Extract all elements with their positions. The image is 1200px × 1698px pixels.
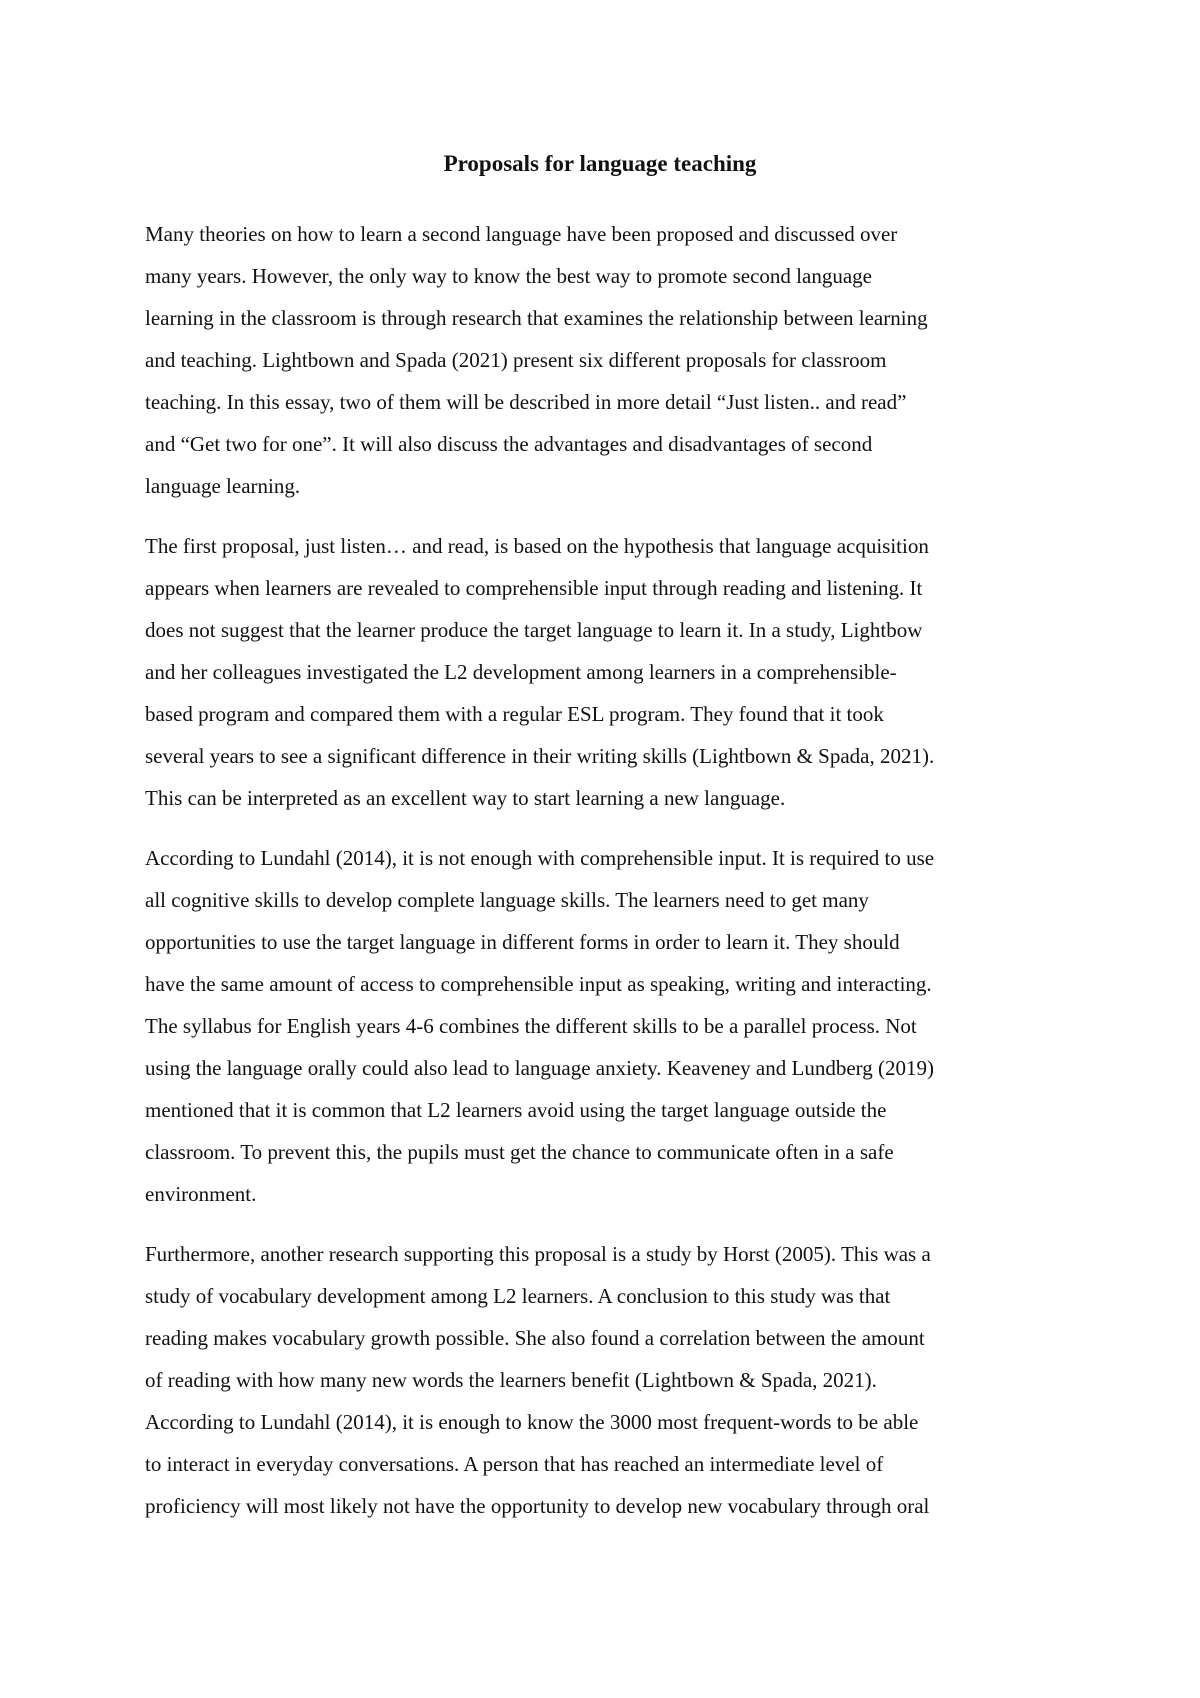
document-body <box>145 213 1065 1545</box>
text-line: and her colleagues investigated the L2 development among learners in a comprehensible- <box>145 660 897 684</box>
text-line: According to Lundahl (2014), it is enough to know the 3000 most frequent-words to be able <box>145 1410 919 1434</box>
paragraph <box>145 837 1065 1215</box>
text-line: of reading with how many new words the learners benefit (Lightbown & Spada, 2021). <box>145 1368 877 1392</box>
text-line: study of vocabulary development among L2 learners. A conclusion to this study was that <box>145 1284 891 1308</box>
text-line: The syllabus for English years 4-6 combines the different skills to be a parallel process. Not <box>145 1014 917 1038</box>
text-line: based program and compared them with a regular ESL program. They found that it took <box>145 702 884 726</box>
text-line: This can be interpreted as an excellent way to start learning a new language. <box>145 786 786 810</box>
text-line: The first proposal, just listen… and read, is based on the hypothesis that language acquisition <box>145 534 929 558</box>
text-line: to interact in everyday conversations. A person that has reached an intermediate level of <box>145 1452 884 1476</box>
text-line: all cognitive skills to develop complete language skills. The learners need to get many <box>145 888 869 912</box>
text-line: proficiency will most likely not have the opportunity to develop new vocabulary through oral <box>145 1494 930 1518</box>
text-line: and teaching. Lightbown and Spada (2021) present six different proposals for classroom <box>145 348 887 372</box>
paragraph <box>145 525 1065 819</box>
text-line: classroom. To prevent this, the pupils must get the chance to communicate often in a safe <box>145 1140 894 1164</box>
paragraph <box>145 213 1065 507</box>
text-line: opportunities to use the target language in different forms in order to learn it. They should <box>145 930 900 954</box>
text-line: does not suggest that the learner produce the target language to learn it. In a study, Lightbow <box>145 618 923 642</box>
text-line: learning in the classroom is through research that examines the relationship between learning <box>145 306 928 330</box>
text-line: Furthermore, another research supporting this proposal is a study by Horst (2005). This was a <box>145 1242 931 1266</box>
document-title: Proposals for language teaching <box>443 151 757 176</box>
text-line: appears when learners are revealed to comprehensible input through reading and listening. It <box>145 576 923 600</box>
text-line: environment. <box>145 1182 257 1206</box>
text-line: many years. However, the only way to know the best way to promote second language <box>145 264 872 288</box>
paragraph <box>145 1233 1065 1527</box>
text-line: and “Get two for one”. It will also discuss the advantages and disadvantages of second <box>145 432 873 456</box>
text-line: several years to see a significant difference in their writing skills (Lightbown & Spada, 2021). <box>145 744 935 768</box>
text-line: According to Lundahl (2014), it is not enough with comprehensible input. It is required to use <box>145 846 935 870</box>
text-line: mentioned that it is common that L2 learners avoid using the target language outside the <box>145 1098 887 1122</box>
text-line: have the same amount of access to comprehensible input as speaking, writing and interacting. <box>145 972 932 996</box>
text-line: language learning. <box>145 474 301 498</box>
text-line: Many theories on how to learn a second language have been proposed and discussed over <box>145 222 898 246</box>
text-line: reading makes vocabulary growth possible. She also found a correlation between the amount <box>145 1326 925 1350</box>
text-line: using the language orally could also lead to language anxiety. Keaveney and Lundberg (2019) <box>145 1056 934 1080</box>
text-line: teaching. In this essay, two of them will be described in more detail “Just listen.. and read” <box>145 390 907 414</box>
